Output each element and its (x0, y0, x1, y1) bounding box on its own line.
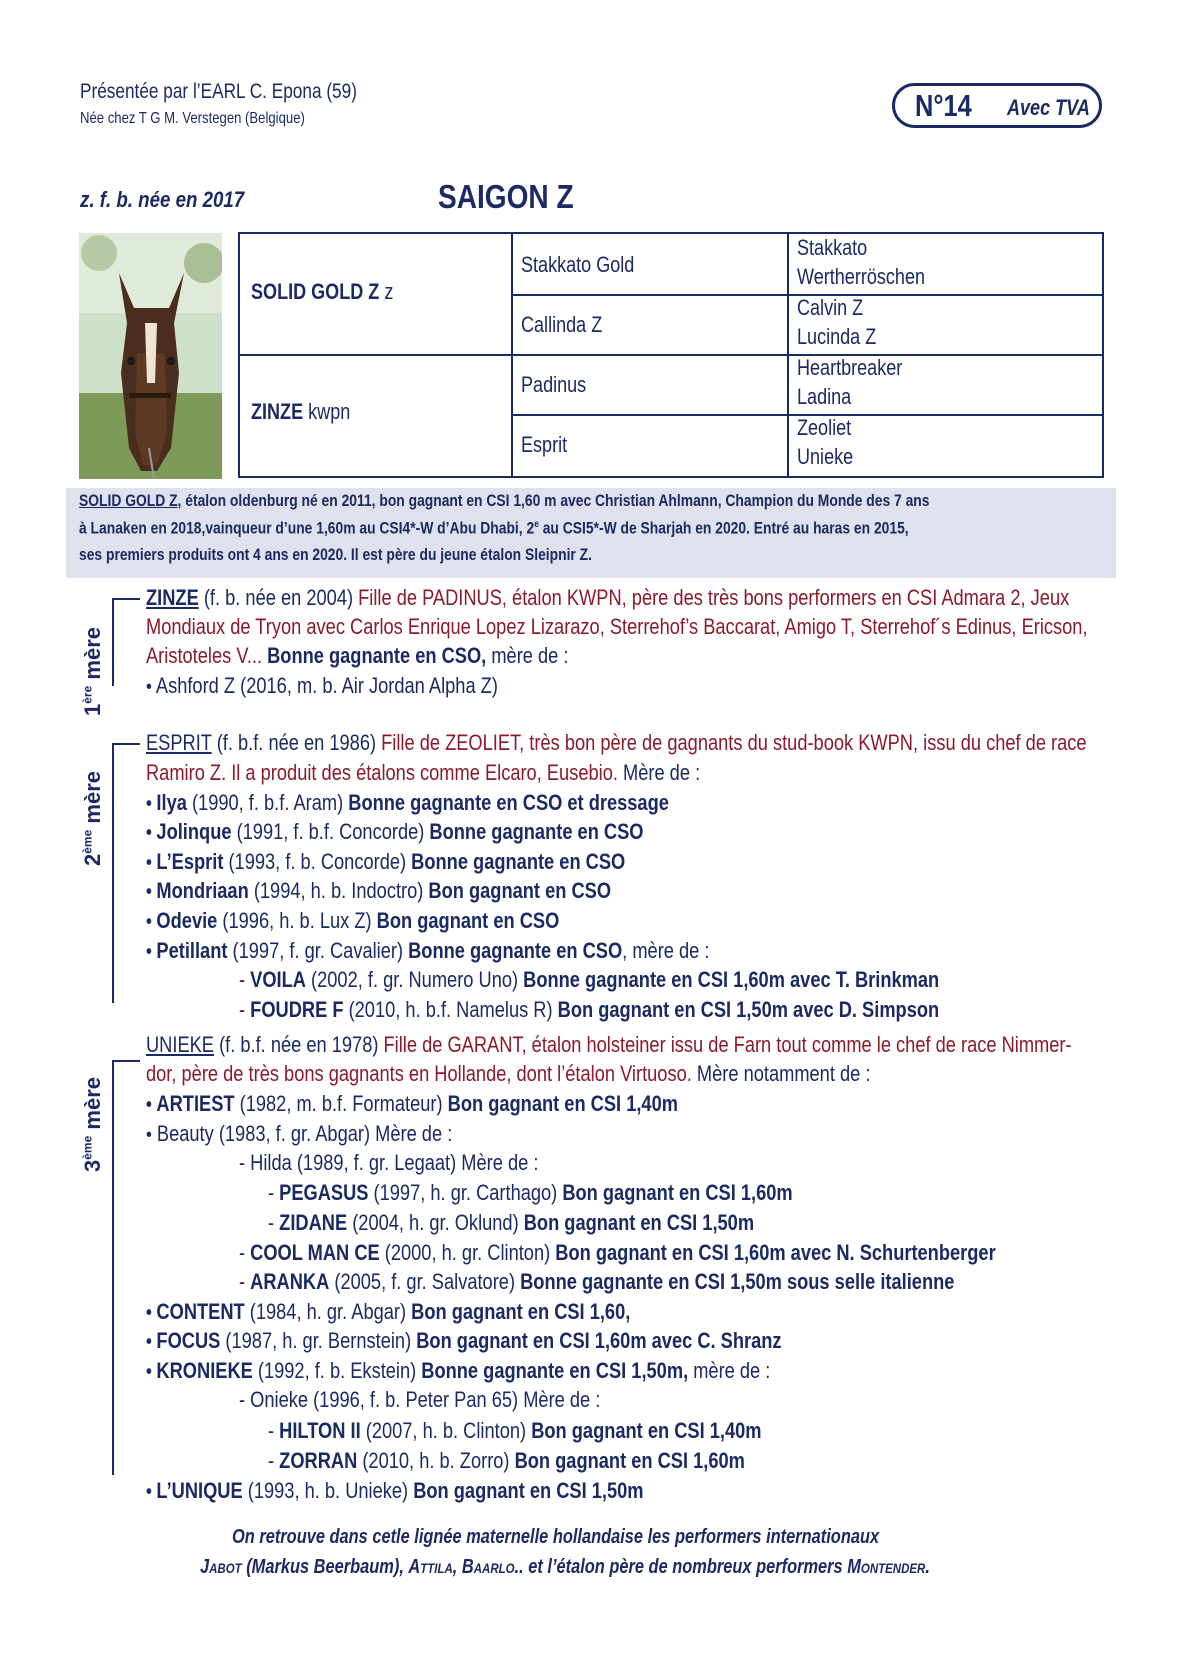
gen3-subitem: - Onieke (1996, f. b. Peter Pan 65) Mère de : (239, 1387, 601, 1412)
gen3-subsubitem: - ZIDANE (2004, h. gr. Oklund) Bon gagnant en CSI 1,50m (268, 1210, 755, 1235)
gen3-subitem: - COOL MAN CE (2000, h. gr. Clinton) Bon gagnant en CSI 1,60m avec N. Schurtenberger (239, 1240, 996, 1265)
footer-line-1: On retrouve dans cetle lignée maternelle hollandaise les performers internationaux (232, 1526, 880, 1548)
dam-sire: Padinus (521, 372, 587, 397)
horse-name: SAIGON Z (438, 178, 574, 215)
gen2-item: • Ilya (1990, f. b.f. Aram) Bonne gagnante en CSO et dressage (146, 790, 669, 815)
gen3-bracket-top (112, 1060, 140, 1062)
ggp-1: Stakkato (797, 235, 868, 260)
sire-info-box (66, 488, 1116, 578)
gen2-subitem: - VOILA (2002, f. gr. Numero Uno) Bonne gagnante en CSI 1,60m avec T. Brinkman (239, 967, 940, 992)
gen3-line-2: dor, père de très bons gagnants en Hollande, dont l’étalon Virtuoso. Mère notamment de : (146, 1061, 871, 1086)
gen2-item: • Jolinque (1991, f. b.f. Concorde) Bonne gagnante en CSO (146, 819, 644, 844)
gen3-item: • Beauty (1983, f. gr. Abgar) Mère de : (146, 1121, 453, 1146)
gen2-label: 2ème mère (80, 771, 105, 866)
gen2-line-2: Ramiro Z. Il a produit des étalons comme Elcaro, Eusebio. Mère de : (146, 760, 701, 785)
gen1-line-2: Mondiaux de Tryon avec Carlos Enrique Lopez Lizarazo, Sterrehof’s Baccarat, Amigo T, Sterrehof´s Edinus, Ericson, (146, 614, 1088, 639)
gen2-item: • Petillant (1997, f. gr. Cavalier) Bonne gagnante en CSO, mère de : (146, 938, 710, 963)
info-line-2: à Lanaken en 2018,vainqueur d’une 1,60m au CSI4*-W d’Abu Dhabi, 2 (79, 519, 535, 538)
ggp-6: Ladina (797, 384, 852, 409)
sire-name: SOLID GOLD Z (251, 279, 380, 304)
ggp-7: Zeoliet (797, 415, 852, 440)
horse-meta: z. f. b. née en 2017 (80, 187, 245, 212)
info-sup: e (534, 519, 539, 530)
gen3-label: 3ème mère (80, 1077, 105, 1172)
info-line-3: ses premiers produits ont 4 ans en 2020. Il est père du jeune étalon Sleipnir Z. (79, 546, 592, 564)
gen1-bracket-top (112, 598, 140, 600)
gen3-item: • CONTENT (1984, h. gr. Abgar) Bon gagnant en CSI 1,60, (146, 1299, 631, 1324)
lot-number: N°14 (915, 88, 972, 123)
horse-head-icon (79, 233, 222, 479)
pedigree-table (238, 232, 1104, 478)
gen2-item: • Mondriaan (1994, h. b. Indoctro) Bon gagnant en CSO (146, 878, 612, 903)
gen1-line-3: Aristoteles V... Bonne gagnante en CSO, mère de : (146, 643, 569, 668)
sire-cell (251, 279, 393, 305)
gen2-line-1: ESPRIT (f. b.f. née en 1986) Fille de ZEOLIET, très bon père de gagnants du stud-book KWPN, issu du chef de race (146, 730, 1087, 755)
sire-suffix: z (384, 279, 394, 304)
dam-dam: Esprit (521, 432, 568, 457)
gen3-item: • KRONIEKE (1992, f. b. Ekstein) Bonne gagnante en CSI 1,50m, mère de : (146, 1358, 771, 1383)
ggp-5: Heartbreaker (797, 355, 903, 380)
info-sire-name: SOLID GOLD Z, (79, 492, 182, 510)
info-line-2b: au CSI5*-W de Sharjah en 2020. Entré au haras en 2015, (538, 519, 909, 538)
sire-sire: Stakkato Gold (521, 252, 635, 277)
ggp-4: Lucinda Z (797, 324, 877, 349)
gen2-item: • L’Esprit (1993, f. b. Concorde) Bonne gagnante en CSO (146, 849, 626, 874)
dam-name: ZINZE (251, 399, 304, 424)
gen2-item: • Odevie (1996, h. b. Lux Z) Bon gagnant en CSO (146, 908, 560, 933)
gen1-line-1: ZINZE (f. b. née en 2004) Fille de PADINUS, étalon KWPN, père des très bons performers en CSI Admara 2, Jeux (146, 585, 1070, 610)
info-line-1: étalon oldenburg né en 2011, bon gagnant en CSI 1,60 m avec Christian Ahlmann, Champion du Monde des 7 ans (181, 492, 930, 510)
gen3-subsubitem: - HILTON II (2007, h. b. Clinton) Bon gagnant en CSI 1,40m (268, 1418, 762, 1443)
gen3-subitem: - Hilda (1989, f. gr. Legaat) Mère de : (239, 1150, 539, 1175)
gen1-item-1: • Ashford Z (2016, m. b. Air Jordan Alpha Z) (146, 673, 498, 698)
dam-cell (251, 399, 350, 425)
footer-line-2: Jabot (Markus Beerbaum), Attila, Baarlo.. et l’étalon père de nombreux performers Montender. (200, 1556, 930, 1578)
gen3-item: • ARTIEST (1982, m. b.f. Formateur) Bon gagnant en CSI 1,40m (146, 1091, 678, 1116)
gen1-label: 1ère mère (80, 627, 105, 716)
gen3-item: • L’UNIQUE (1993, h. b. Unieke) Bon gagnant en CSI 1,50m (146, 1478, 644, 1503)
ggp-3: Calvin Z (797, 295, 864, 320)
gen2-bracket (112, 743, 114, 1003)
sire-dam: Callinda Z (521, 312, 603, 337)
dam-suffix: kwpn (308, 399, 351, 424)
gen2-subitem: - FOUDRE F (2010, h. b.f. Namelus R) Bon gagnant en CSI 1,50m avec D. Simpson (239, 997, 940, 1022)
gen3-item: • FOCUS (1987, h. gr. Bernstein) Bon gagnant en CSI 1,60m avec C. Shranz (146, 1328, 782, 1353)
ggp-2: Wertherröschen (797, 264, 926, 289)
presenter-line: Présentée par l’EARL C. Epona (59) (80, 80, 357, 103)
gen1-bracket (112, 598, 114, 686)
horse-photo (79, 233, 222, 479)
gen3-subsubitem: - ZORRAN (2010, h. b. Zorro) Bon gagnant en CSI 1,60m (268, 1448, 745, 1473)
ggp-8: Unieke (797, 444, 854, 469)
vat-label: Avec TVA (1007, 95, 1090, 120)
gen3-bracket (112, 1060, 114, 1475)
breeder-line: Née chez T G M. Verstegen (Belgique) (80, 110, 305, 127)
lot-badge (892, 83, 1102, 128)
gen3-subitem: - ARANKA (2005, f. gr. Salvatore) Bonne gagnante en CSI 1,50m sous selle italienne (239, 1269, 955, 1294)
gen2-bracket-top (112, 743, 140, 745)
gen3-subsubitem: - PEGASUS (1997, h. gr. Carthago) Bon gagnant en CSI 1,60m (268, 1180, 793, 1205)
gen3-line-1: UNIEKE (f. b.f. née en 1978) Fille de GARANT, étalon holsteiner issu de Farn tout comme le chef de race Nimmer- (146, 1032, 1072, 1057)
